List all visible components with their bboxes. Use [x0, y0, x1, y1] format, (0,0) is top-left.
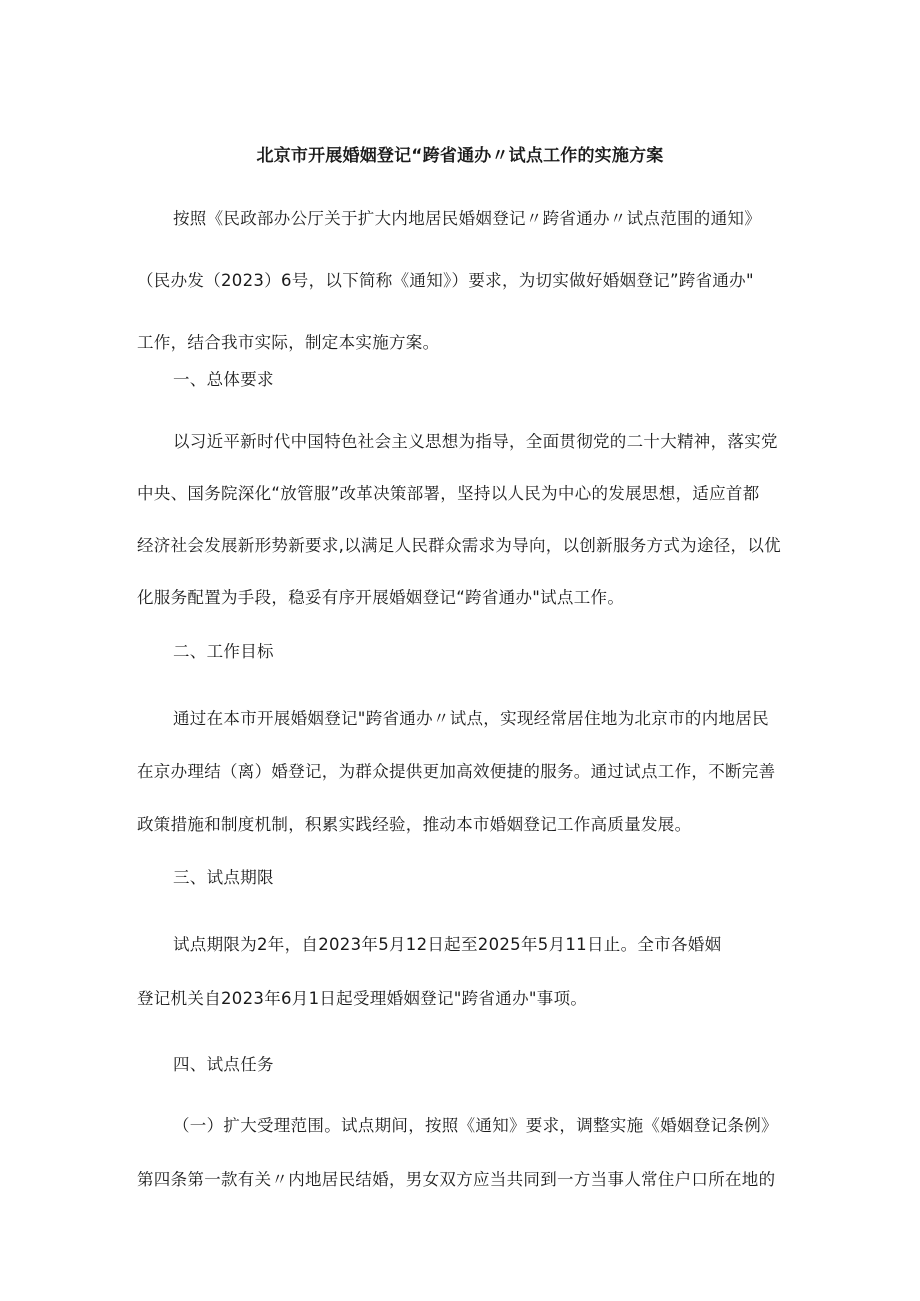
paragraph-line: 按照《民政部办公厅关于扩大内地居民婚姻登记〃跨省通办〃试点范围的通知》 [173, 209, 761, 228]
paragraph-line: 经济社会发展新形势新要求,以满足人民群众需求为导向，以创新服务方式为途径，以优 [137, 536, 781, 555]
paragraph-line: 通过在本市开展婚姻登记"跨省通办〃试点，实现经常居住地为北京市的内地居民 [173, 709, 769, 728]
section-heading-4: 四、试点任务 [173, 1055, 274, 1074]
paragraph-line: 在京办理结（离）婚登记，为群众提供更加高效便捷的服务。通过试点工作，不断完善 [137, 762, 776, 781]
section-4-paragraph [137, 1110, 787, 1196]
paragraph-line: 以习近平新时代中国特色社会主义思想为指导，全面贯彻党的二十大精神，落实党 [173, 432, 778, 451]
paragraph-line: 第四条第一款有关〃内地居民结婚，男女双方应当共同到一方当事人常住户口所在地的 [137, 1170, 776, 1189]
paragraph-line: 中央、国务院深化“放管服”改革决策部署，坚持以人民为中心的发展思想，适应首都 [137, 484, 760, 503]
paragraph-line: 工作，结合我市实际，制定本实施方案。 [137, 333, 440, 352]
document-title: 北京市开展婚姻登记“跨省通办〃试点工作的实施方案 [256, 146, 664, 166]
paragraph-line: 登记机关自2023年6月1日起受理婚姻登记"跨省通办"事项。 [137, 989, 588, 1008]
paragraph-line: 化服务配置为手段，稳妥有序开展婚姻登记“跨省通办"试点工作。 [137, 588, 625, 607]
section-1-paragraph [137, 426, 787, 614]
paragraph-line: （一）扩大受理范围。试点期间，按照《通知》要求，调整实施《婚姻登记条例》 [173, 1116, 778, 1135]
intro-paragraph [137, 203, 787, 359]
section-heading-3: 三、试点期限 [173, 868, 274, 887]
section-3-paragraph [137, 929, 787, 1015]
section-2-paragraph [137, 703, 787, 841]
section-heading-2: 二、工作目标 [173, 642, 274, 661]
paragraph-line: 试点期限为2年，自2023年5月12日起至2025年5月11日止。全市各婚姻 [173, 935, 722, 954]
paragraph-line: （民办发（2023）6号，以下简称《通知》）要求，为切实做好婚姻登记”跨省通办" [137, 271, 754, 290]
section-heading-1: 一、总体要求 [173, 370, 274, 389]
paragraph-line: 政策措施和制度机制，积累实践经验，推动本市婚姻登记工作高质量发展。 [137, 815, 692, 834]
